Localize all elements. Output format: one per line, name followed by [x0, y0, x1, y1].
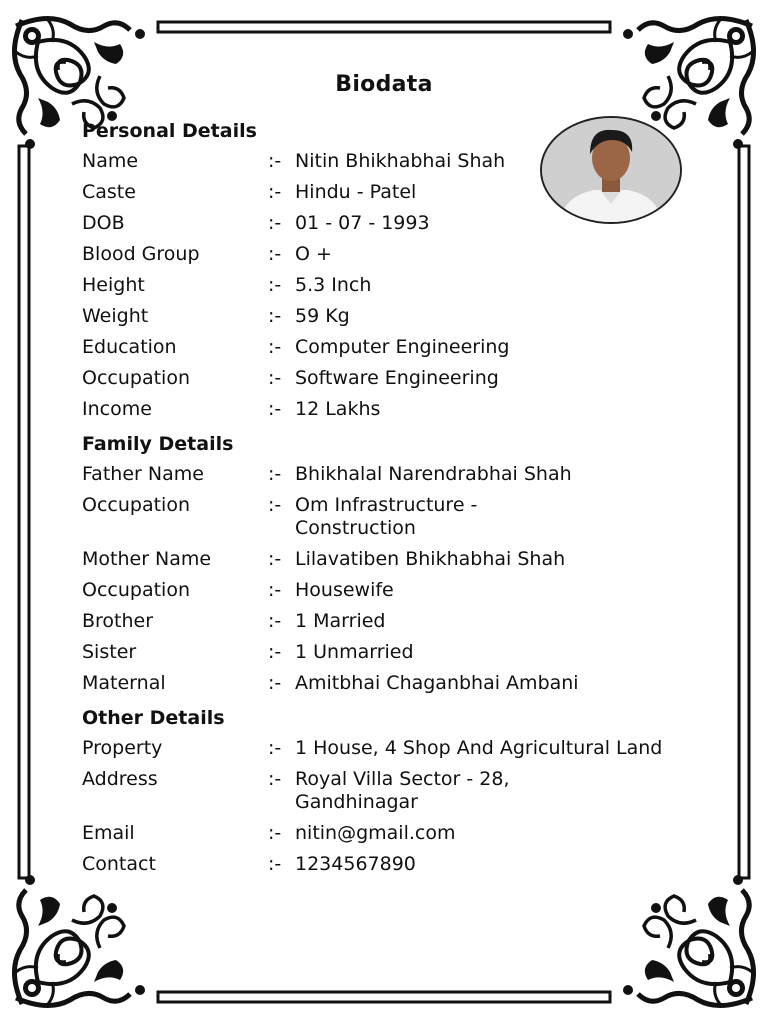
detail-label: Email — [82, 822, 135, 844]
detail-value: 12 Lakhs — [295, 398, 381, 420]
detail-value: 1 Unmarried — [295, 641, 414, 663]
detail-value: Housewife — [295, 579, 394, 601]
separator: :- — [268, 641, 282, 663]
detail-label: Sister — [82, 641, 137, 663]
detail-label: Height — [82, 274, 145, 296]
detail-label: Occupation — [82, 579, 190, 601]
family-details-section — [82, 429, 702, 699]
separator: :- — [268, 305, 282, 327]
detail-row — [82, 208, 702, 239]
detail-row — [82, 849, 702, 880]
detail-label: DOB — [82, 212, 125, 234]
separator: :- — [268, 579, 282, 601]
detail-value: Nitin Bhikhabhai Shah — [295, 150, 506, 172]
detail-value: 1234567890 — [295, 853, 416, 875]
detail-row — [82, 733, 702, 764]
detail-label: Maternal — [82, 672, 166, 694]
detail-row — [82, 363, 702, 394]
detail-label: Mother Name — [82, 548, 212, 570]
detail-row — [82, 146, 702, 177]
detail-row — [82, 394, 702, 425]
separator: :- — [268, 150, 282, 172]
section-heading: Other Details — [82, 707, 225, 729]
section-heading: Family Details — [82, 433, 234, 455]
personal-details-section — [82, 116, 702, 425]
detail-label: Weight — [82, 305, 149, 327]
detail-value: 5.3 Inch — [295, 274, 372, 296]
detail-value: Software Engineering — [295, 367, 499, 389]
separator: :- — [268, 367, 282, 389]
detail-row — [82, 606, 702, 637]
detail-value: Om Infrastructure - Construction — [295, 494, 478, 539]
detail-label: Blood Group — [82, 243, 200, 265]
separator: :- — [268, 822, 282, 844]
detail-value: Lilavatiben Bhikhabhai Shah — [295, 548, 566, 570]
detail-row — [82, 459, 702, 490]
detail-label: Occupation — [82, 494, 190, 516]
detail-label: Education — [82, 336, 177, 358]
separator: :- — [268, 398, 282, 420]
separator: :- — [268, 336, 282, 358]
separator: :- — [268, 463, 282, 485]
detail-value: Amitbhai Chaganbhai Ambani — [295, 672, 579, 694]
other-details-section — [82, 703, 702, 880]
separator: :- — [268, 181, 282, 203]
detail-row — [82, 764, 702, 818]
detail-value: Hindu - Patel — [295, 181, 417, 203]
separator: :- — [268, 494, 282, 516]
detail-row — [82, 239, 702, 270]
detail-label: Brother — [82, 610, 154, 632]
detail-row — [82, 637, 702, 668]
detail-label: Property — [82, 737, 163, 759]
biodata-content — [82, 116, 702, 880]
detail-row — [82, 575, 702, 606]
detail-label: Contact — [82, 853, 156, 875]
detail-row — [82, 332, 702, 363]
detail-row — [82, 544, 702, 575]
separator: :- — [268, 274, 282, 296]
detail-label: Occupation — [82, 367, 190, 389]
detail-label: Caste — [82, 181, 136, 203]
separator: :- — [268, 672, 282, 694]
detail-value: O + — [295, 243, 332, 265]
detail-row — [82, 177, 702, 208]
detail-label: Name — [82, 150, 139, 172]
separator: :- — [268, 243, 282, 265]
separator: :- — [268, 853, 282, 875]
detail-value: Bhikhalal Narendrabhai Shah — [295, 463, 572, 485]
document-title: Biodata — [335, 72, 433, 97]
separator: :- — [268, 212, 282, 234]
separator: :- — [268, 548, 282, 570]
detail-row — [82, 668, 702, 699]
detail-row — [82, 301, 702, 332]
detail-row — [82, 818, 702, 849]
separator: :- — [268, 737, 282, 759]
detail-value: 1 Married — [295, 610, 386, 632]
detail-value: 59 Kg — [295, 305, 350, 327]
section-heading: Personal Details — [82, 120, 257, 142]
separator: :- — [268, 610, 282, 632]
detail-value: Computer Engineering — [295, 336, 510, 358]
detail-label: Income — [82, 398, 152, 420]
detail-label: Father Name — [82, 463, 204, 485]
detail-row — [82, 490, 702, 544]
separator: :- — [268, 768, 282, 790]
detail-value: 01 - 07 - 1993 — [295, 212, 430, 234]
detail-row — [82, 270, 702, 301]
detail-value: nitin@gmail.com — [295, 822, 456, 844]
detail-value: 1 House, 4 Shop And Agricultural Land — [295, 737, 663, 759]
detail-value: Royal Villa Sector - 28, Gandhinagar — [295, 768, 510, 813]
detail-label: Address — [82, 768, 158, 790]
